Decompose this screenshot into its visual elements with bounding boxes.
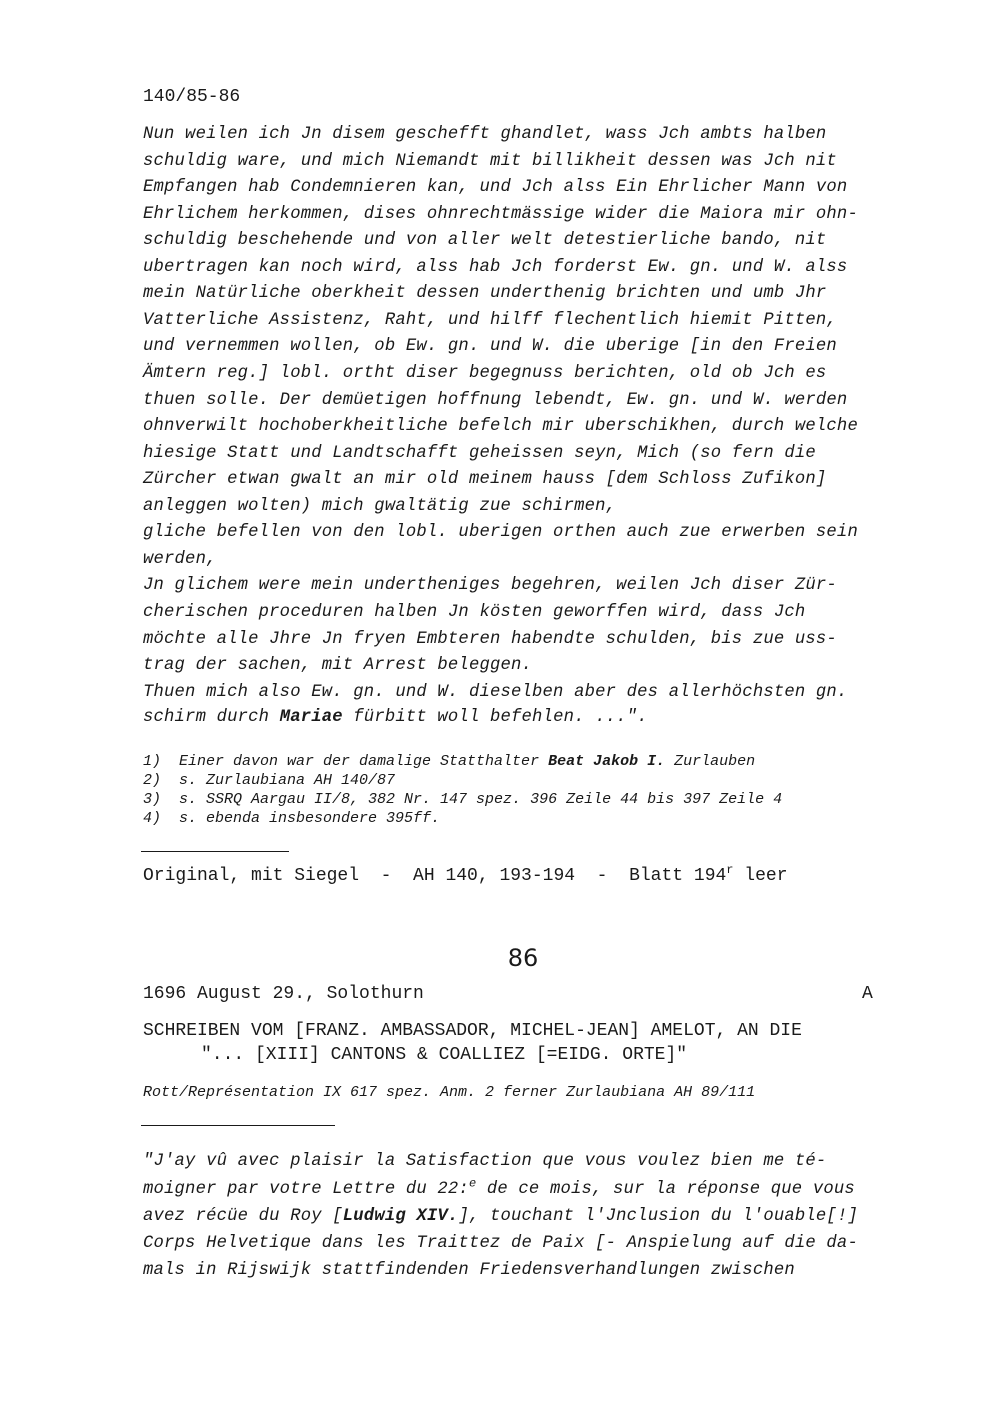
letter-line: Jn glichem were mein undertheniges begehren, weilen Jch diser Zür- xyxy=(143,576,837,596)
letter-line: Vatterliche Assistenz, Raht, und hilff flechentlich hiemit Pitten, xyxy=(143,310,837,330)
footnote-divider xyxy=(141,851,289,852)
letter-line: schuldig ware, und mich Niemandt mit billikheit dessen was Jch nit xyxy=(143,151,837,171)
letter-closing-line: schirm durch Mariae fürbitt woll befehlen. ...". xyxy=(143,708,648,727)
letter-line: Empfangen hab Condemnieren kan, und Jch alss Ein Ehrlicher Mann von xyxy=(143,178,848,198)
letter-line: Zürcher etwan gwalt an mir old meinem hauss [dem Schloss Zufikon] xyxy=(143,470,827,490)
letter-line: hiesige Statt und Landtschafft geheissen seyn, Mich (so fern die xyxy=(143,443,816,463)
bold-name-mariae: Mariae xyxy=(279,708,343,727)
letter-line: trag der sachen, mit Arrest beleggen. xyxy=(143,656,533,675)
letter-line: werden, xyxy=(143,549,217,569)
letter-line: ohnverwilt hochoberkheitliche befelch mir uberschikhen, durch welche xyxy=(143,417,858,437)
french-line-1: "J'ay vû avec plaisir la Satisfaction que vous voulez bien me té- xyxy=(143,1152,827,1171)
letter-line: ubertragen kan noch wird, alss hab Jch forderst Ew. gn. und W. alss xyxy=(143,257,848,277)
letter-line: Thuen mich also Ew. gn. und W. dieselben aber des allerhöchsten gn. xyxy=(143,682,848,702)
document-number: 86 xyxy=(507,944,539,972)
letter-line: schuldig beschehende und von aller welt detestierliche bando, nit xyxy=(143,231,827,251)
french-line-3: avez récüe du Roy [Ludwig XIV.], touchant l'Jnclusion du l'ouable[!] xyxy=(143,1207,858,1226)
reference-divider xyxy=(141,1125,335,1126)
document-letter: A xyxy=(862,984,873,1004)
letter-line: Ehrlichem herkommen, dises ohnrechtmässige wider die Maiora mir ohn- xyxy=(143,204,858,224)
date-place: 1696 August 29., Solothurn xyxy=(143,984,424,1004)
letter-line: mein Natürliche oberkheit dessen underthenig brichten und umb Jhr xyxy=(143,284,827,304)
footnote-3: 3) s. SSRQ Aargau II/8, 382 Nr. 147 spez. 396 Zeile 44 bis 397 Zeile 4 xyxy=(143,791,783,808)
footnote-1: 1) Einer davon war der damalige Statthalter Beat Jakob I. Zurlauben xyxy=(143,753,756,770)
french-line-5: mals in Rijswijk stattfindenden Friedensverhandlungen zwischen xyxy=(143,1261,795,1280)
letter-line: Ämtern reg.] lobl. ortht diser begegnuss berichten, old ob Jch es xyxy=(143,364,827,383)
document-title-line-2: "... [XIII] CANTONS & COALLIEZ [=EIDG. ORTE]" xyxy=(201,1045,688,1065)
source-line: Original, mit Siegel - AH 140, 193-194 - Blatt 194$^r$ leer xyxy=(143,863,788,886)
letter-line: thuen solle. Der demüetigen hoffnung lebendt, Ew. gn. und W. werden xyxy=(143,390,848,410)
page-reference: 140/85-86 xyxy=(143,87,241,107)
letter-line: anleggen wolten) mich gwaltätig zue schirmen, xyxy=(143,496,617,516)
document-title-line-1: SCHREIBEN VOM [FRANZ. AMBASSADOR, MICHEL-JEAN] AMELOT, AN DIE xyxy=(143,1021,802,1041)
letter-line: und vernemmen wollen, ob Ew. gn. und W. die uberige [in den Freien xyxy=(143,337,837,357)
letter-line: Nun weilen ich Jn disem geschefft ghandlet, wass Jch ambts halben xyxy=(143,125,827,144)
letter-line: gliche befellen von den lobl. uberigen orthen auch zue erwerben sein xyxy=(143,523,858,543)
letter-line: cherischen proceduren halben Jn kösten geworffen wird, dass Jch xyxy=(143,602,806,622)
footnote-4: 4) s. ebenda insbesondere 395ff. xyxy=(143,810,441,827)
reference-line: Rott/Représentation IX 617 spez. Anm. 2 ferner Zurlaubiana AH 89/111 xyxy=(143,1084,756,1101)
french-line-2: moigner par votre Lettre du 22:$^e$ de ce mois, sur la réponse que vous xyxy=(143,1176,855,1199)
french-line-4: Corps Helvetique dans les Traittez de Paix [- Anspielung auf die da- xyxy=(143,1234,858,1253)
footnote-2: 2) s. Zurlaubiana AH 140/87 xyxy=(143,772,396,789)
letter-line: möchte alle Jhre Jn fryen Embteren habendte schulden, bis zue uss- xyxy=(143,629,837,649)
